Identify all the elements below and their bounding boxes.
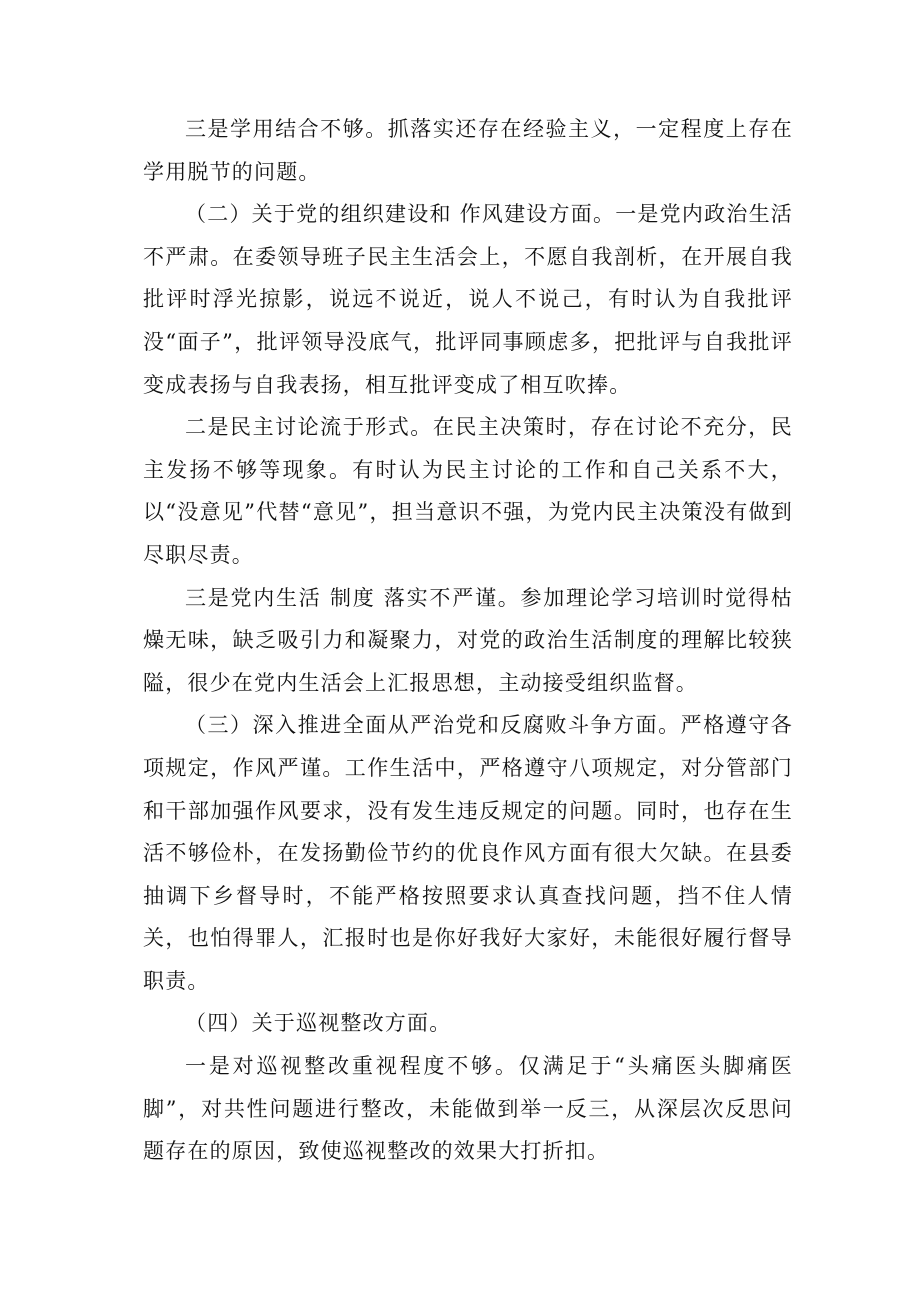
paragraph-anti-corruption: （三）深入推进全面从严治党和反腐败斗争方面。严格遵守各项规定，作风严谨。工作生活中，严格遵守八项规定，对分管部门和干部加强作风要求，没有发生违反规定的问题。同时，也存在生活不够俭朴，在发扬勤俭节约的优良作风方面有很大欠缺。在县委抽调下乡督导时，不能严格按照要求认真查找问题，挡不住人情关，也怕得罪人，汇报时也是你好我好大家好，未能很好履行督导职责。	[143, 713, 793, 993]
paragraph-study-application: 三是学用结合不够。抓落实还存在经验主义，一定程度上存在学用脱节的问题。	[143, 117, 793, 184]
paragraph-organization-style: （二）关于党的组织建设和 作风建设方面。一是党内政治生活不严肃。在委领导班子民主生活会上，不愿自我剖析，在开展自我批评时浮光掠影，说远不说近，说人不说己，有时认为自我批评没“面子”，批评领导没底气，批评同事顾虑多，把批评与自我批评变成表扬与自我表扬，相互批评变成了相互吹捧。	[143, 202, 793, 397]
paragraph-democratic-discussion: 二是民主讨论流于形式。在民主决策时，存在讨论不充分，民主发扬不够等现象。有时认为民主讨论的工作和自己关系不大，以“没意见”代替“意见”，担当意识不强，为党内民主决策没有做到尽职尽责。	[143, 415, 793, 567]
paragraph-inspection-heading: （四）关于巡视整改方面。	[185, 1011, 452, 1036]
paragraph-inspection-rectification: 一是对巡视整改重视程度不够。仅满足于“头痛医头脚痛医脚”，对共性问题进行整改，未能做到举一反三，从深层次反思问题存在的原因，致使巡视整改的效果大打折扣。	[143, 1054, 793, 1164]
document-body	[143, 108, 793, 1173]
paragraph-party-life-system: 三是党内生活 制度 落实不严谨。参加理论学习培训时觉得枯燥无味，缺乏吸引力和凝聚力，对党的政治生活制度的理解比较狭隘，很少在党内生活会上汇报思想，主动接受组织监督。	[143, 585, 793, 695]
